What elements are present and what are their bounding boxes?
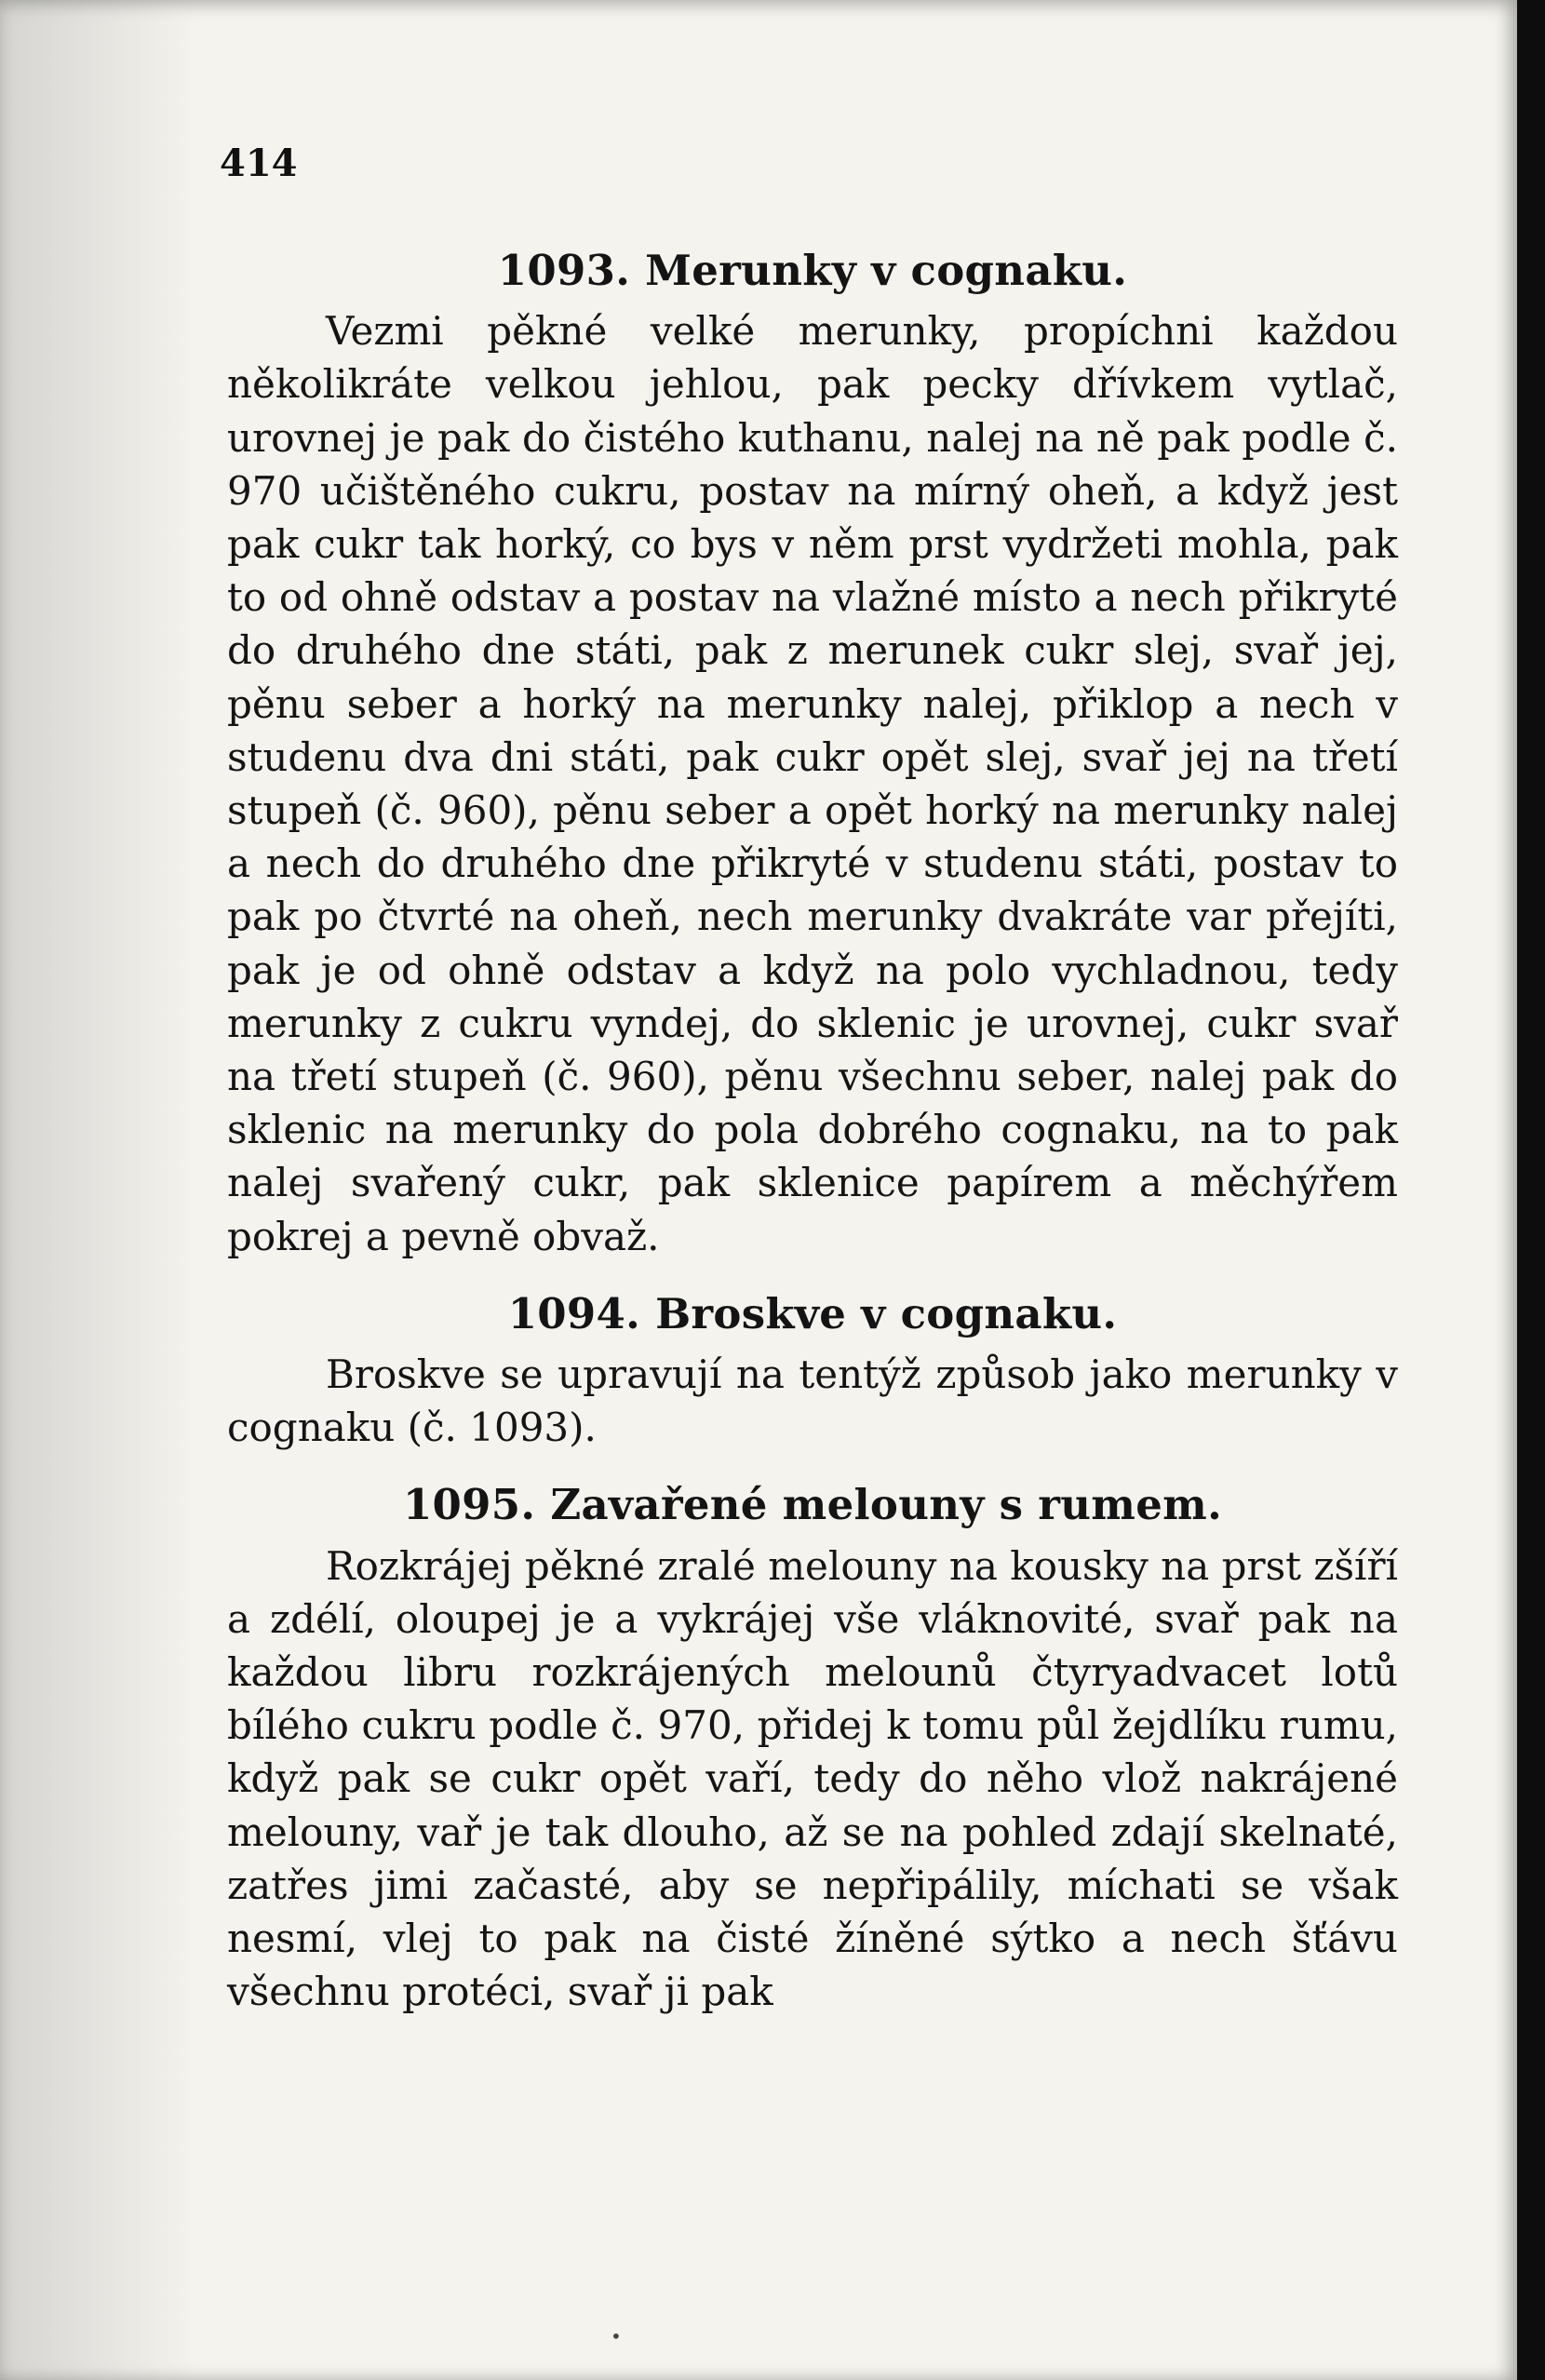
text-block — [227, 244, 1398, 2019]
page-shadow — [0, 0, 195, 2380]
section-text-1094: Broskve se upravují na tentýž způsob jako merunky v cognaku (č. 1093). — [227, 1351, 1398, 1451]
section-text-1095: Rozkrájej pěkné zralé melouny na kousky na prst zšíří a zdélí, oloupej je a vykrájej vše vláknovité, svař pak na každou libru rozkrájených melounů čtyryadvacet lotů bílého cukru podle č. 970, přidej k tomu půl žejdlíku rumu, když pak se cukr opět vaří, tedy do něho vlož nakrájené melouny, vař je tak dlouho, až se na pohled zdají skelnaté, zatřes jimi začasté, aby se nepřipálily, míchati se však nesmí, vlej to pak na čisté žíněné sýtko a nech šťávu všechnu protéci, svař ji pak — [227, 1542, 1398, 2015]
section-heading-1093: 1093. Merunky v cognaku. — [497, 246, 1128, 295]
section-heading-1094: 1094. Broskve v cognaku. — [507, 1288, 1118, 1338]
bottom-mark: • — [611, 2325, 622, 2347]
section-heading-1095: 1095. Zavařené melouny s rumem. — [402, 1480, 1223, 1530]
section-text-1093: Vezmi pěkné velké merunky, propíchni každou několikráte velkou jehlou, pak pecky dřívkem vytlač, urovnej je pak do čistého kuthanu, nalej na ně pak podle č. 970 učištěného cukru, postav na mírný oheň, a když jest pak cukr tak horký, co bys v něm prst vydržeti mohla, pak to od ohně odstav a postav na vlažné místo a nech přikryté do druhého dne státi, pak z merunek cukr slej, svař jej, pěnu seber a horký na merunky nalej, přiklop a nech v studenu dva dni státi, pak cukr opět slej, svař jej na třetí stupeň (č. 960), pěnu seber a opět horký na merunky nalej a nech do druhého dne přikryté v studenu státi, postav to pak po čtvrté na oheň, nech merunky dvakráte var přejíti, pak je od ohně odstav a když na polo vychladnou, tedy merunky z cukru vyndej, do sklenic je urovnej, cukr svař na třetí stupeň (č. 960), pěnu všechnu seber, nalej pak do sklenic na merunky do pola dobrého cognaku, na to pak nalej svařený cukr, pak sklenice papírem a měchýřem pokrej a pevně obvaž. — [227, 308, 1398, 1259]
page-number: 414 — [220, 141, 298, 185]
